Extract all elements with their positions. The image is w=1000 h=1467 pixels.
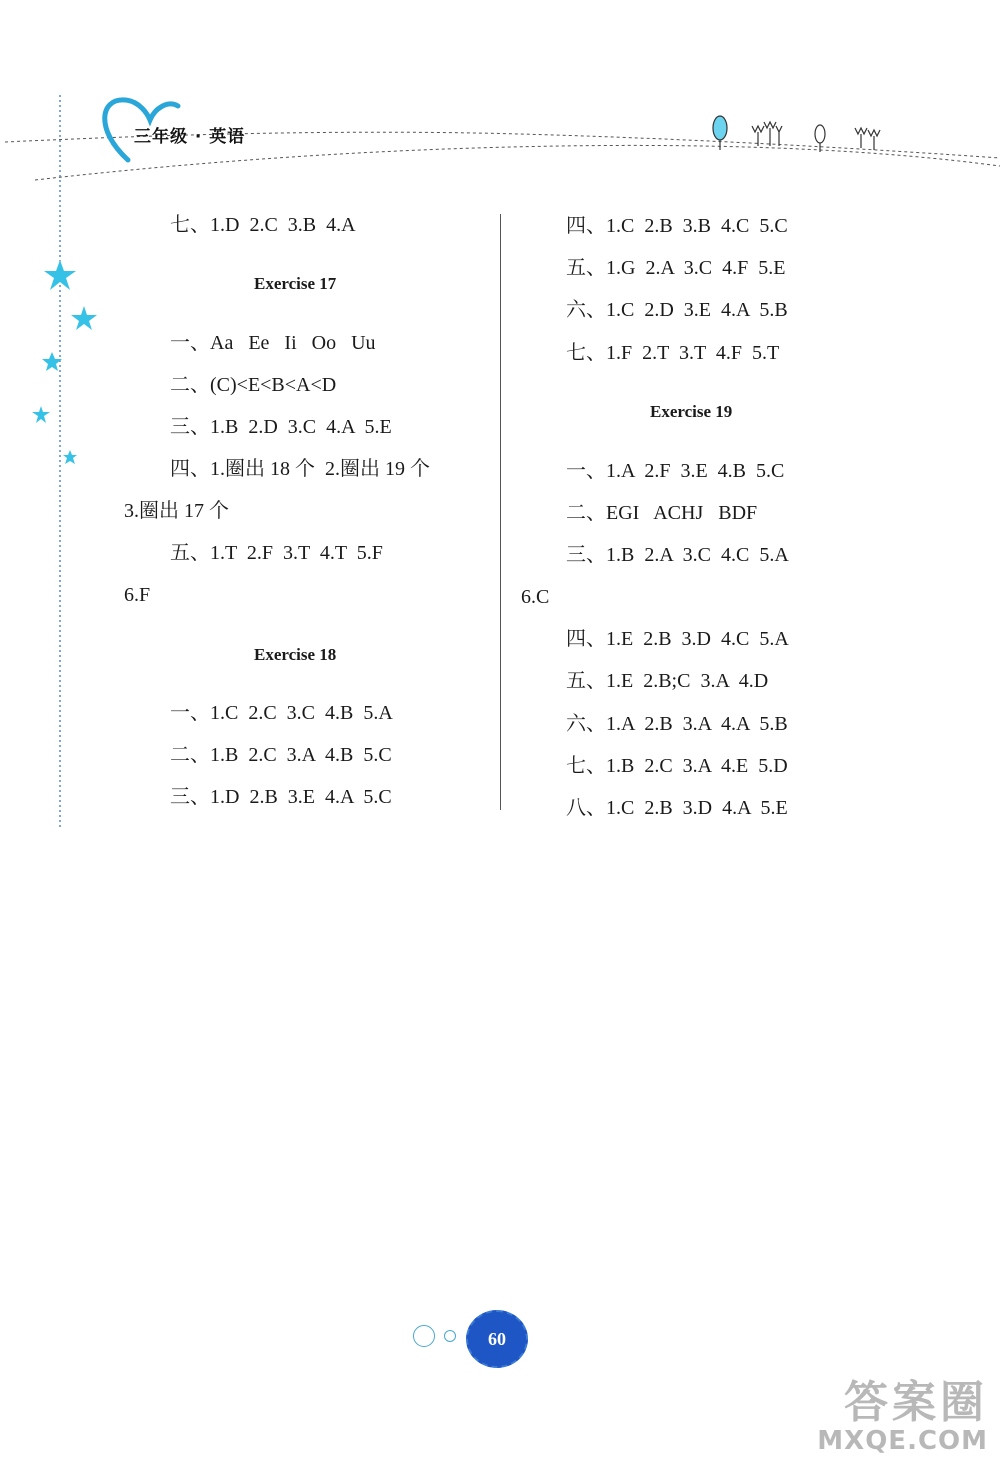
exercise-title: Exercise 18 <box>254 645 337 664</box>
answer-line: 一、1.A 2.F 3.E 4.B 5.C <box>566 460 785 482</box>
star-icons <box>32 260 97 464</box>
tulip-icon <box>855 128 867 148</box>
answer-line: 一、Aa Ee Ii Oo Uu <box>170 332 376 354</box>
page-number-badge: 60 <box>466 1310 528 1368</box>
answer-line: 六、1.C 2.D 3.E 4.A 5.B <box>566 299 788 321</box>
watermark-logo: 答案圈 <box>844 1377 988 1428</box>
header-dashed-line-bottom <box>35 145 1000 180</box>
tulip-icon <box>776 126 782 146</box>
answer-line: 四、1.圈出 18 个 2.圈出 19 个 <box>170 458 430 480</box>
answer-line: 二、(C)<E<B<A<D <box>170 374 337 396</box>
answer-line: 三、1.B 2.D 3.C 4.A 5.E <box>170 416 392 438</box>
star-icon <box>42 352 62 371</box>
answer-line: 五、1.E 2.B;C 3.A 4.D <box>566 670 769 692</box>
header-title: 三年级 · 英语 <box>134 127 246 147</box>
exercise-title: Exercise 17 <box>254 274 337 293</box>
tree-icon <box>713 116 727 140</box>
column-divider <box>500 214 501 810</box>
answer-line: 四、1.C 2.B 3.B 4.C 5.C <box>566 215 788 237</box>
star-icon <box>71 306 97 330</box>
tree-icon <box>815 125 825 143</box>
answer-line: 6.F <box>124 584 151 606</box>
exercise-title: Exercise 19 <box>650 402 733 421</box>
answer-line: 七、1.D 2.C 3.B 4.A <box>170 214 356 236</box>
watermark <box>708 1377 988 1460</box>
star-icon <box>32 406 50 423</box>
answer-line: 五、1.G 2.A 3.C 4.F 5.E <box>566 257 786 279</box>
watermark-url: MXQE.COM <box>817 1426 988 1456</box>
answer-line: 3.圈出 17 个 <box>124 500 229 522</box>
answer-line: 六、1.A 2.B 3.A 4.A 5.B <box>566 713 788 735</box>
answer-line: 一、1.C 2.C 3.C 4.B 5.A <box>170 702 393 724</box>
answer-line: 五、1.T 2.F 3.T 4.T 5.F <box>170 542 383 564</box>
tulip-icon <box>868 130 880 150</box>
decor-circle-large <box>413 1325 435 1347</box>
star-icon <box>63 450 77 464</box>
tulip-icon <box>764 122 776 146</box>
decor-circle-small <box>444 1330 456 1342</box>
answer-line: 二、1.B 2.C 3.A 4.B 5.C <box>170 744 392 766</box>
answer-line: 6.C <box>521 586 550 608</box>
answer-line: 三、1.B 2.A 3.C 4.C 5.A <box>566 544 789 566</box>
answer-line: 八、1.C 2.B 3.D 4.A 5.E <box>566 797 788 819</box>
answer-line: 七、1.F 2.T 3.T 4.F 5.T <box>566 342 780 364</box>
tulip-icon <box>752 126 764 146</box>
answer-line: 七、1.B 2.C 3.A 4.E 5.D <box>566 755 788 777</box>
answer-line: 三、1.D 2.B 3.E 4.A 5.C <box>170 786 392 808</box>
answer-line: 四、1.E 2.B 3.D 4.C 5.A <box>566 628 789 650</box>
answer-line: 二、EGI ACHJ BDF <box>566 502 758 524</box>
